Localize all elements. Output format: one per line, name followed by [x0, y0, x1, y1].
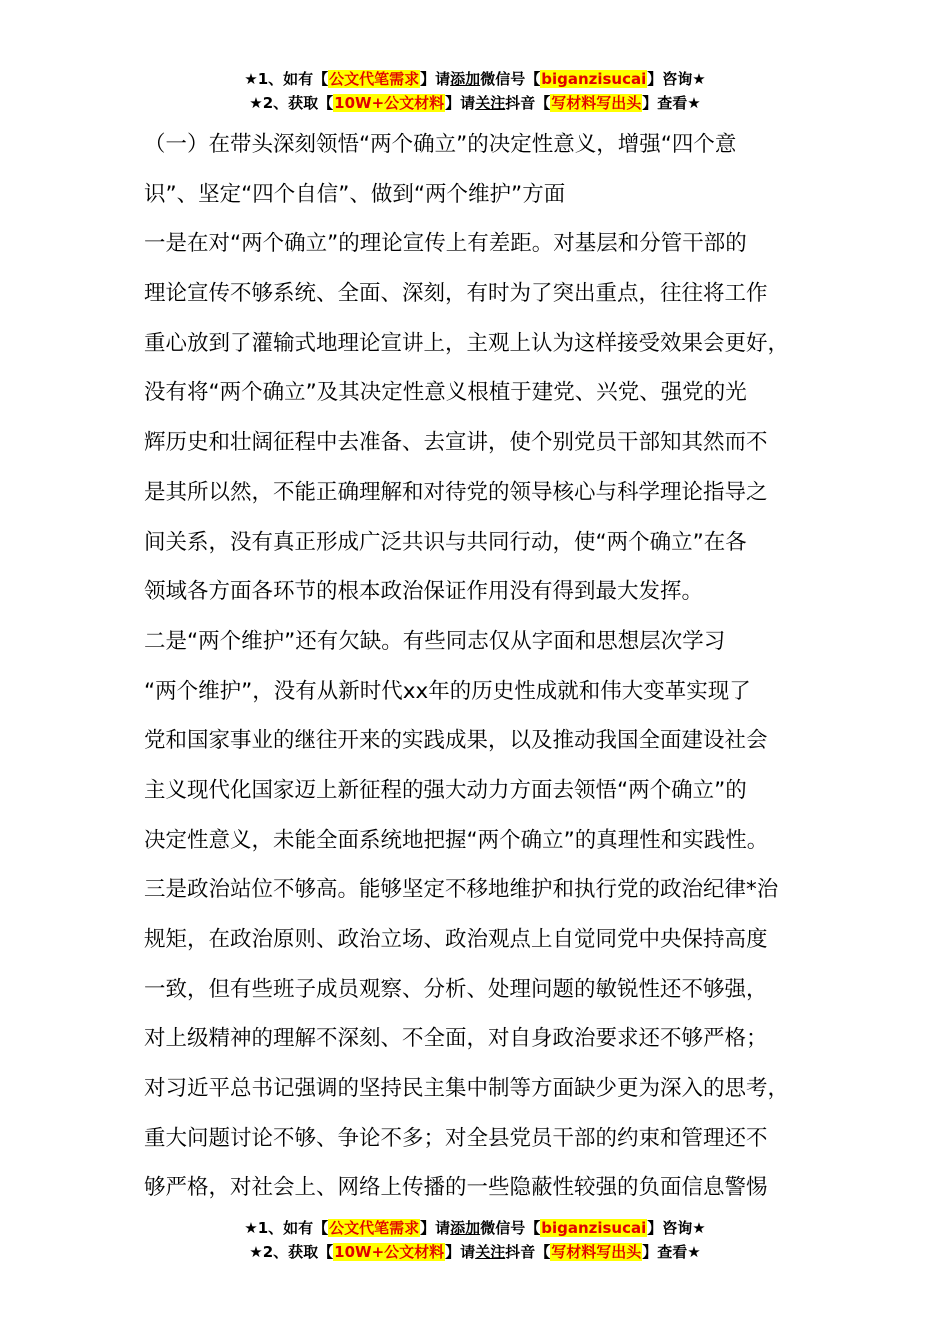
banner-line-2: ★2、获取【10W+公文材料】请关注抖音【写材料写出头】查看★	[249, 94, 701, 112]
douyin-account: 写材料写出头	[551, 94, 642, 112]
highlight-service: 公文代笔需求	[329, 70, 420, 88]
star-icon: ★	[249, 94, 263, 112]
paragraph-line: 够严格，对社会上、网络上传播的一些隐蔽性较强的负面信息警惕	[144, 1175, 768, 1201]
paragraph-line: 是其所以然，不能正确理解和对待党的领导核心与科学理论指导之	[144, 479, 768, 505]
paragraph-line: 没有将“两个确立”及其决定性意义根植于建党、兴党、强党的光	[144, 380, 747, 406]
banner-line-1: ★1、如有【公文代笔需求】请添加微信号【biganzisucai】咨询★	[244, 70, 706, 88]
wechat-id: biganzisucai	[541, 70, 647, 88]
paragraph-line: 间关系，没有真正形成广泛共识与共同行动，使“两个确立”在各	[144, 529, 747, 555]
douyin-account: 写材料写出头	[551, 1243, 642, 1261]
highlight-service: 公文代笔需求	[329, 1219, 420, 1237]
section-heading: （一）在带头深刻领悟“两个确立”的决定性意义，增强“四个意	[144, 132, 737, 157]
star-icon: ★	[687, 1243, 701, 1261]
highlight-materials: 10W+公文材料	[334, 94, 445, 112]
paragraph-line: 一致，但有些班子成员观察、分析、处理问题的敏锐性还不够强，	[144, 976, 768, 1002]
wechat-id: biganzisucai	[541, 1219, 647, 1237]
paragraph-line: 党和国家事业的继往开来的实践成果，以及推动我国全面建设社会	[144, 728, 768, 754]
star-icon: ★	[692, 1219, 706, 1237]
paragraph-line: 辉历史和壮阔征程中去准备、去宣讲，使个别党员干部知其然而不	[144, 430, 768, 456]
paragraph-line: 主义现代化国家迈上新征程的强大动力方面去领悟“两个确立”的	[144, 777, 747, 803]
star-icon: ★	[687, 94, 701, 112]
paragraph-line: 规矩，在政治原则、政治立场、政治观点上自觉同党中央保持高度	[144, 927, 768, 952]
paragraph-line: 对习近平总书记强调的坚持民主集中制等方面缺少更为深入的思考，	[144, 1076, 790, 1102]
paragraph-line: 三是政治站位不够高。能够坚定不移地维护和执行党的政治纪律*治	[144, 877, 779, 903]
paragraph-line: 理论宣传不够系统、全面、深刻，有时为了突出重点，往往将工作	[144, 281, 768, 307]
section-heading: 识”、坚定“四个自信”、做到“两个维护”方面	[144, 181, 566, 207]
header-banner	[0, 68, 950, 116]
star-icon: ★	[692, 70, 706, 88]
paragraph-line: 领域各方面各环节的根本政治保证作用没有得到最大发挥。	[144, 579, 704, 605]
paragraph-line: 重大问题讨论不够、争论不多；对全县党员干部的约束和管理还不	[144, 1125, 768, 1151]
star-icon: ★	[244, 1219, 258, 1237]
paragraph-line: 决定性意义，未能全面系统地把握“两个确立”的真理性和实践性。	[144, 827, 769, 853]
paragraph-line: “两个维护”，没有从新时代xx年的历史性成就和伟大变革实现了	[144, 678, 751, 704]
star-icon: ★	[244, 70, 258, 88]
paragraph-line: 对上级精神的理解不深刻、不全面，对自身政治要求还不够严格；	[144, 1026, 768, 1052]
paragraph-line: 一是在对“两个确立”的理论宣传上有差距。对基层和分管干部的	[144, 231, 747, 257]
banner-line-1: ★1、如有【公文代笔需求】请添加微信号【biganzisucai】咨询★	[244, 1219, 706, 1237]
banner-line-2: ★2、获取【10W+公文材料】请关注抖音【写材料写出头】查看★	[249, 1243, 701, 1261]
footer-banner	[0, 1217, 950, 1265]
paragraph-line: 二是“两个维护”还有欠缺。有些同志仅从字面和思想层次学习	[144, 628, 726, 654]
highlight-materials: 10W+公文材料	[334, 1243, 445, 1261]
star-icon: ★	[249, 1243, 263, 1261]
document-body	[144, 120, 814, 1213]
paragraph-line: 重心放到了灌输式地理论宣讲上，主观上认为这样接受效果会更好，	[144, 330, 790, 356]
